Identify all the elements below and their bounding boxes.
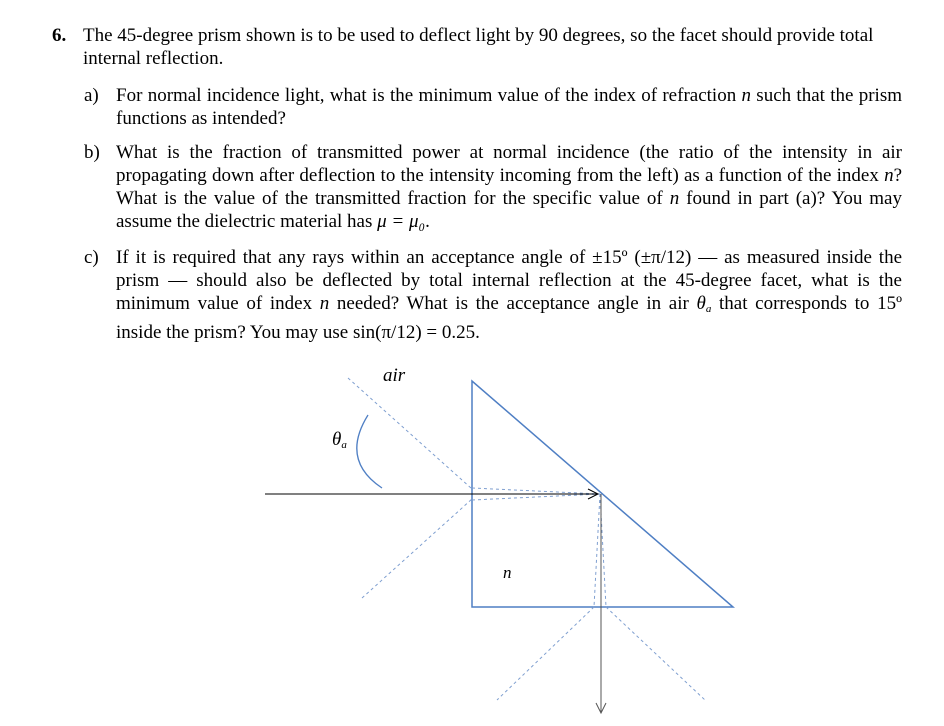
dashed-ray-lower-air: [362, 499, 472, 598]
question-number: 6.: [52, 25, 67, 46]
dashed-ray-upper-air: [348, 378, 472, 489]
part-a-label: a): [84, 85, 99, 106]
mu-formula: μ = μ₀: [377, 211, 426, 232]
part-a-text: For normal incidence light, what is the minimum value of the index of refraction n such that the prism functions as intended?: [116, 85, 902, 129]
part-c-label: c): [84, 247, 99, 268]
part-b-label: b): [84, 142, 100, 163]
dashed-ray-inside-lower: [472, 494, 600, 500]
dashed-reflected-left-air: [497, 607, 594, 700]
acceptance-angle-arc: [357, 415, 382, 488]
dashed-reflected-right-air: [606, 607, 705, 700]
air-label: air: [383, 365, 406, 386]
part-c-text: If it is required that any rays within an acceptance angle of ±15º (±π/12) — as measured inside the prism — should also be deflected by total internal reflection at the 45-degree facet, what is the minimum value of index n needed? What is the acceptance angle in air $\theta_a$ that corresponds to 15º inside the prism? You may use sin(π/12) = 0.25.: [116, 247, 902, 343]
dashed-guide-lines: [348, 378, 705, 700]
index-n-label: n: [503, 563, 512, 582]
part-b-text: What is the fraction of transmitted power at normal incidence (the ratio of the intensity in air propagating down after deflection to the intensity incoming from the left) as a function of the index n? What is the value of the transmitted fraction for the specific value of n found in part (a)? You may assume the dielectric material has μ = μ₀.: [116, 142, 902, 232]
dashed-reflected-left-inside: [594, 494, 600, 607]
question-text: The 45-degree prism shown is to be used to deflect light by 90 degrees, so the facet should provide total internal reflection.: [83, 25, 874, 69]
theta-a-label: $\theta_a$: [332, 429, 347, 451]
dashed-ray-inside-upper: [472, 488, 600, 494]
